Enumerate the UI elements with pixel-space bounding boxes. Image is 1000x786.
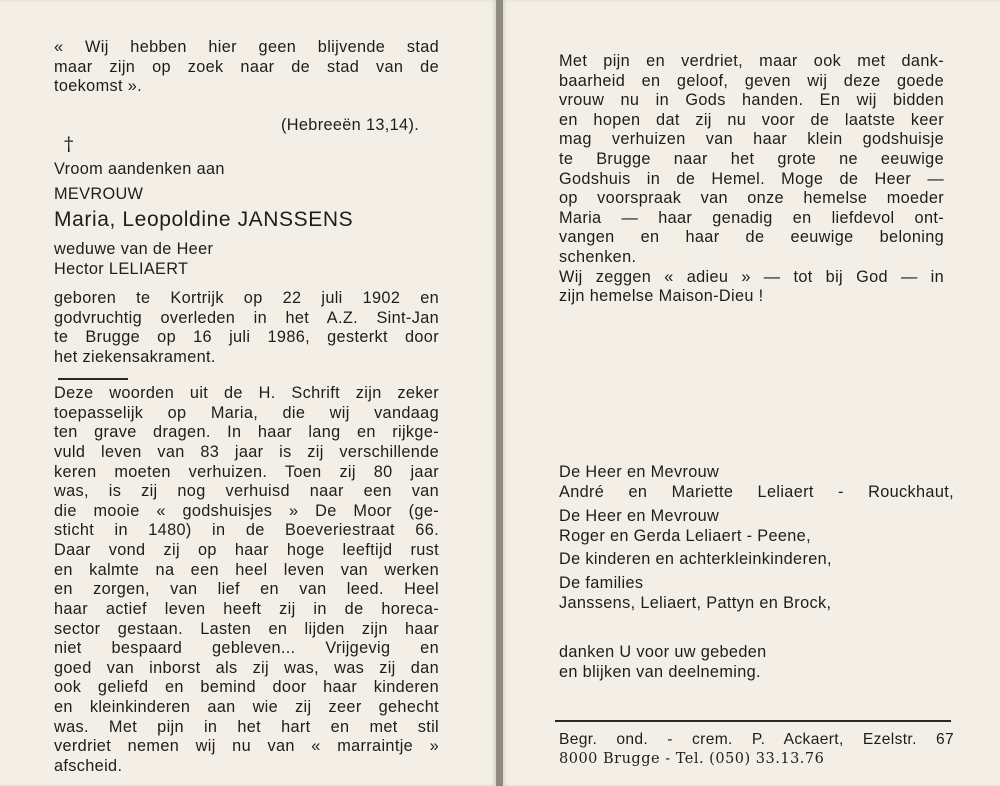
eulogy-line: ook geliefd en bemind door haar kinderen [54, 678, 439, 697]
family-list [559, 463, 954, 614]
farewell-text [559, 52, 944, 307]
farewell-line: op voorspraak van onze hemelse moeder [559, 189, 944, 208]
family-line: De Heer en Mevrouw [559, 463, 720, 481]
memory-line: MEVROUW [54, 184, 144, 203]
family-line: De kinderen en achterkleinkinderen, [559, 550, 832, 569]
memory-line: Vroom aandenken aan [54, 160, 225, 178]
eulogy-line: en kleinkinderen aan wie zij zeer gehecht [54, 698, 439, 716]
farewell-line: vrouw nu in Gods handen. En wij bidden [559, 91, 944, 110]
family-line: De Heer en Mevrouw [559, 506, 720, 525]
farewell-line: Maria — haar genadig en liefdevol ont- [559, 208, 944, 227]
quote-reference: (Hebreeën 13,14). [281, 116, 420, 134]
family-line: Janssens, Leliaert, Pattyn en Brock, [559, 594, 832, 613]
deceased-name: Maria, Leopoldine JANSSENS [54, 208, 354, 231]
farewell-line: Godshuis in de Hemel. Moge de Heer — [559, 169, 944, 188]
widow-line: Hector LELIAERT [54, 259, 189, 278]
family-line: André en Mariette Leliaert - Rouckhaut, [559, 483, 954, 502]
eulogy-line: keren moeten verhuizen. Toen zij 80 jaar [54, 462, 439, 481]
eulogy-line: Daar vond zij op haar hoge leeftijd rust [54, 541, 439, 559]
bible-quote [54, 38, 439, 97]
eulogy-line: sector gestaan. Lasten en lijden zijn haar [54, 619, 439, 638]
family-line: Roger en Gerda Leliaert - Peene, [559, 526, 811, 545]
eulogy-line: die mooie « godshuisjes » De Moor (ge- [54, 501, 439, 520]
farewell-line: en hopen dat zij nu voor de laatste keer [559, 110, 944, 129]
family-line: De families [559, 573, 644, 592]
eulogy-line: toepasselijk op Maria, die wij vandaag [54, 403, 439, 422]
birth-death-details [54, 289, 439, 367]
birth-line: godvruchtig overleden in het A.Z. Sint-Jan [54, 308, 439, 327]
farewell-line: te Brugge naar het grote ne eeuwige [559, 149, 944, 168]
thanks-line: danken U voor uw gebeden [559, 643, 767, 661]
thanks-line: en blijken van deelneming. [559, 662, 761, 681]
widow-of [54, 240, 434, 279]
farewell-line: baarheid en geloof, geven wij deze goede [559, 71, 944, 90]
farewell-line: zijn hemelse Maison-Dieu ! [559, 287, 764, 306]
memory-heading [54, 160, 434, 204]
undertaker-info [559, 730, 954, 769]
eulogy-line: goed van inborst als zij was, was zij dan [54, 658, 439, 677]
eulogy-line: en kalmte na een heel leven van werken [54, 560, 439, 579]
undertaker-line: 8000 Brugge - Tel. (050) 33.13.76 [559, 750, 825, 767]
eulogy-line: Deze woorden uit de H. Schrift zijn zeker [54, 384, 439, 402]
eulogy-line: vuld leven van 83 jaar is zij verschillende [54, 442, 439, 461]
quote-line: maar zijn op zoek naar de stad van de [54, 57, 439, 76]
farewell-line: mag verhuizen van haar klein godshuisje [559, 130, 944, 149]
right-card-page [503, 0, 1000, 786]
eulogy-line: sticht in 1480) in de Boeveriestraat 66. [54, 521, 439, 540]
birth-line: het ziekensakrament. [54, 347, 216, 366]
eulogy-line: ten grave dragen. In haar lang en rijkge- [54, 423, 439, 442]
quote-line: « Wij hebben hier geen blijvende stad [54, 38, 439, 56]
farewell-line: vangen en haar de eeuwige beloning [559, 228, 944, 247]
undertaker-line: Begr. ond. - crem. P. Ackaert, Ezelstr. 67 [559, 731, 954, 748]
eulogy-line: niet bespaard gebleven... Vrijgevig en [54, 639, 439, 658]
farewell-line: schenken. [559, 247, 637, 266]
eulogy-line: was. Met pijn in het hart en met stil [54, 717, 439, 736]
thanks-text [559, 643, 954, 682]
widow-line: weduwe van de Heer [54, 240, 214, 258]
farewell-line: Wij zeggen « adieu » — tot bij God — in [559, 267, 944, 286]
eulogy-text [54, 384, 439, 777]
birth-line: te Brugge op 16 juli 1986, gesterkt door [54, 328, 439, 347]
divider [58, 378, 128, 380]
birth-line: geboren te Kortrijk op 22 juli 1902 en [54, 289, 439, 307]
quote-line: toekomst ». [54, 77, 143, 96]
cross-icon: † [64, 133, 74, 155]
eulogy-line: was, is zij nog verhuisd naar een van [54, 482, 439, 501]
eulogy-line: haar actief leven heeft zij in de horeca- [54, 599, 439, 618]
eulogy-line: en zorgen, van lief en van leed. Heel [54, 580, 439, 599]
eulogy-line: verdriet nemen wij nu van « marraintje » [54, 737, 439, 756]
eulogy-line: afscheid. [54, 756, 123, 775]
left-card-page [0, 0, 496, 786]
divider [555, 720, 951, 722]
card-fold-gap [496, 0, 503, 786]
farewell-line: Met pijn en verdriet, maar ook met dank- [559, 52, 944, 70]
